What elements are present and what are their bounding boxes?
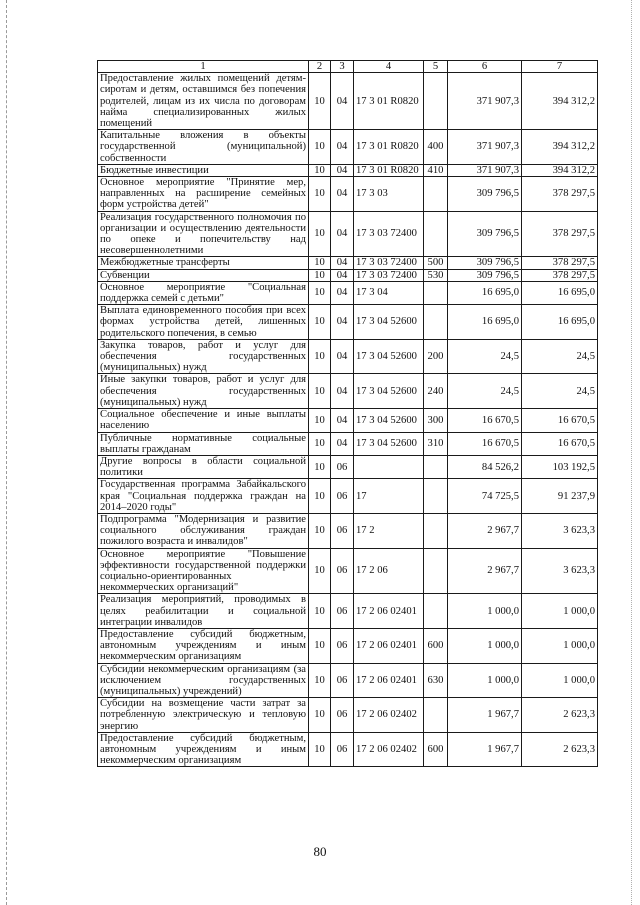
row-name-cell: Предоставление жилых помещений детям-сиротам и детям, оставшимся без попечения родителей, лицам из их числа по договорам найма специализированных жилых помещений xyxy=(98,73,309,130)
row-sum-year2-cell: 16 695,0 xyxy=(522,305,598,340)
row-sum-year2-cell: 394 312,2 xyxy=(522,130,598,165)
row-name-cell: Основное мероприятие "Повышение эффективности государственной поддержки социально-ориентированных некоммерческих организаций" xyxy=(98,548,309,594)
row-name-cell: Предоставление субсидий бюджетным, автономным учреждениям и иным некоммерческим организациям xyxy=(98,732,309,767)
row-sum-year1-cell: 16 695,0 xyxy=(448,305,522,340)
row-sum-year1-cell: 309 796,5 xyxy=(448,257,522,269)
table-row xyxy=(98,339,598,374)
row-name-cell: Межбюджетные трансферты xyxy=(98,257,309,269)
row-subsection-cell: 04 xyxy=(331,305,354,340)
table-row xyxy=(98,374,598,409)
row-subsection-cell: 06 xyxy=(331,455,354,478)
table-row xyxy=(98,164,598,176)
row-expense-type-cell: 410 xyxy=(424,164,448,176)
row-subsection-cell: 06 xyxy=(331,732,354,767)
row-sum-year2-cell: 16 670,5 xyxy=(522,409,598,432)
table-row xyxy=(98,698,598,733)
row-subsection-cell: 04 xyxy=(331,130,354,165)
table-row xyxy=(98,594,598,629)
table-row xyxy=(98,628,598,663)
row-target-code-cell: 17 3 03 72400 xyxy=(354,269,424,281)
row-sum-year2-cell: 2 623,3 xyxy=(522,698,598,733)
row-subsection-cell: 06 xyxy=(331,513,354,548)
row-sum-year1-cell: 309 796,5 xyxy=(448,211,522,257)
header-cell: 6 xyxy=(448,61,522,73)
row-sum-year1-cell: 371 907,3 xyxy=(448,73,522,130)
row-sum-year1-cell: 16 670,5 xyxy=(448,409,522,432)
row-sum-year2-cell: 378 297,5 xyxy=(522,177,598,212)
row-subsection-cell: 04 xyxy=(331,339,354,374)
row-name-cell: Субсидии некоммерческим организациям (за исключением государственных (муниципальных) учреждений) xyxy=(98,663,309,698)
table-row xyxy=(98,281,598,304)
row-expense-type-cell xyxy=(424,455,448,478)
row-subsection-cell: 04 xyxy=(331,269,354,281)
page-number: 80 xyxy=(313,844,327,859)
row-expense-type-cell: 310 xyxy=(424,432,448,455)
row-name-cell: Субвенции xyxy=(98,269,309,281)
row-subsection-cell: 06 xyxy=(331,628,354,663)
table-row xyxy=(98,73,598,130)
row-section-cell: 10 xyxy=(309,73,331,130)
row-sum-year1-cell: 24,5 xyxy=(448,339,522,374)
row-section-cell: 10 xyxy=(309,455,331,478)
row-section-cell: 10 xyxy=(309,432,331,455)
row-target-code-cell: 17 2 06 xyxy=(354,548,424,594)
row-section-cell: 10 xyxy=(309,130,331,165)
row-expense-type-cell xyxy=(424,513,448,548)
row-section-cell: 10 xyxy=(309,732,331,767)
row-subsection-cell: 04 xyxy=(331,211,354,257)
row-sum-year1-cell: 1 000,0 xyxy=(448,628,522,663)
table-row xyxy=(98,177,598,212)
row-section-cell: 10 xyxy=(309,698,331,733)
row-target-code-cell: 17 3 01 R0820 xyxy=(354,130,424,165)
row-name-cell: Социальное обеспечение и иные выплаты населению xyxy=(98,409,309,432)
table-row xyxy=(98,732,598,767)
row-sum-year2-cell: 394 312,2 xyxy=(522,164,598,176)
row-expense-type-cell: 530 xyxy=(424,269,448,281)
row-section-cell: 10 xyxy=(309,374,331,409)
row-target-code-cell: 17 3 03 72400 xyxy=(354,211,424,257)
row-sum-year2-cell: 1 000,0 xyxy=(522,663,598,698)
row-expense-type-cell: 400 xyxy=(424,130,448,165)
row-name-cell: Субсидии на возмещение части затрат за потребленную электрическую и тепловую энергию xyxy=(98,698,309,733)
row-subsection-cell: 06 xyxy=(331,594,354,629)
row-name-cell: Закупка товаров, работ и услуг для обеспечения государственных (муниципальных) нужд xyxy=(98,339,309,374)
page-edge-right xyxy=(631,0,632,905)
row-name-cell: Основное мероприятие "Принятие мер, направленных на расширение семейных форм устройства детей" xyxy=(98,177,309,212)
header-cell: 1 xyxy=(98,61,309,73)
header-cell: 5 xyxy=(424,61,448,73)
row-target-code-cell: 17 3 04 xyxy=(354,281,424,304)
row-section-cell: 10 xyxy=(309,257,331,269)
row-target-code-cell: 17 2 06 02401 xyxy=(354,594,424,629)
row-section-cell: 10 xyxy=(309,211,331,257)
row-sum-year1-cell: 309 796,5 xyxy=(448,177,522,212)
row-target-code-cell: 17 2 06 02402 xyxy=(354,732,424,767)
row-sum-year2-cell: 16 695,0 xyxy=(522,281,598,304)
table-row xyxy=(98,479,598,514)
row-name-cell: Выплата единовременного пособия при всех формах устройства детей, лишенных родительского попечения, в семью xyxy=(98,305,309,340)
table-row xyxy=(98,257,598,269)
row-expense-type-cell xyxy=(424,698,448,733)
row-target-code-cell: 17 2 06 02401 xyxy=(354,628,424,663)
table-row xyxy=(98,548,598,594)
row-subsection-cell: 06 xyxy=(331,698,354,733)
row-subsection-cell: 04 xyxy=(331,409,354,432)
row-expense-type-cell: 630 xyxy=(424,663,448,698)
row-sum-year2-cell: 1 000,0 xyxy=(522,594,598,629)
row-section-cell: 10 xyxy=(309,663,331,698)
row-section-cell: 10 xyxy=(309,513,331,548)
row-section-cell: 10 xyxy=(309,281,331,304)
row-target-code-cell: 17 3 01 R0820 xyxy=(354,73,424,130)
row-sum-year1-cell: 16 670,5 xyxy=(448,432,522,455)
row-subsection-cell: 04 xyxy=(331,73,354,130)
row-sum-year2-cell: 2 623,3 xyxy=(522,732,598,767)
row-section-cell: 10 xyxy=(309,164,331,176)
row-sum-year2-cell: 394 312,2 xyxy=(522,73,598,130)
table-row xyxy=(98,305,598,340)
row-expense-type-cell xyxy=(424,594,448,629)
row-sum-year1-cell: 1 000,0 xyxy=(448,594,522,629)
row-target-code-cell: 17 xyxy=(354,479,424,514)
row-expense-type-cell xyxy=(424,305,448,340)
row-expense-type-cell: 200 xyxy=(424,339,448,374)
row-sum-year2-cell: 3 623,3 xyxy=(522,548,598,594)
row-expense-type-cell xyxy=(424,548,448,594)
row-sum-year1-cell: 84 526,2 xyxy=(448,455,522,478)
row-subsection-cell: 06 xyxy=(331,479,354,514)
row-target-code-cell: 17 3 04 52600 xyxy=(354,339,424,374)
row-section-cell: 10 xyxy=(309,594,331,629)
row-target-code-cell: 17 2 06 02401 xyxy=(354,663,424,698)
header-cell: 2 xyxy=(309,61,331,73)
row-section-cell: 10 xyxy=(309,339,331,374)
row-sum-year1-cell: 371 907,3 xyxy=(448,164,522,176)
row-section-cell: 10 xyxy=(309,269,331,281)
table-body xyxy=(98,61,598,767)
row-target-code-cell: 17 3 04 52600 xyxy=(354,409,424,432)
row-subsection-cell: 04 xyxy=(331,281,354,304)
row-sum-year1-cell: 1 000,0 xyxy=(448,663,522,698)
row-name-cell: Реализация мероприятий, проводимых в целях реабилитации и социальной интеграции инвалидов xyxy=(98,594,309,629)
row-name-cell: Капитальные вложения в объекты государственной (муниципальной) собственности xyxy=(98,130,309,165)
row-sum-year2-cell: 24,5 xyxy=(522,374,598,409)
row-subsection-cell: 04 xyxy=(331,374,354,409)
row-target-code-cell: 17 3 03 72400 xyxy=(354,257,424,269)
row-sum-year2-cell: 16 670,5 xyxy=(522,432,598,455)
row-name-cell: Предоставление субсидий бюджетным, автономным учреждениям и иным некоммерческим организациям xyxy=(98,628,309,663)
row-section-cell: 10 xyxy=(309,409,331,432)
table-row xyxy=(98,130,598,165)
row-subsection-cell: 04 xyxy=(331,257,354,269)
row-sum-year1-cell: 24,5 xyxy=(448,374,522,409)
row-expense-type-cell: 500 xyxy=(424,257,448,269)
row-sum-year2-cell: 3 623,3 xyxy=(522,513,598,548)
table-header-row xyxy=(98,61,598,73)
row-sum-year2-cell: 378 297,5 xyxy=(522,257,598,269)
row-sum-year1-cell: 309 796,5 xyxy=(448,269,522,281)
page-edge-left xyxy=(6,0,7,905)
row-subsection-cell: 04 xyxy=(331,164,354,176)
row-sum-year1-cell: 16 695,0 xyxy=(448,281,522,304)
row-sum-year1-cell: 371 907,3 xyxy=(448,130,522,165)
header-cell: 4 xyxy=(354,61,424,73)
row-target-code-cell: 17 2 06 02402 xyxy=(354,698,424,733)
header-cell: 3 xyxy=(331,61,354,73)
row-sum-year2-cell: 378 297,5 xyxy=(522,269,598,281)
table-row xyxy=(98,269,598,281)
row-section-cell: 10 xyxy=(309,548,331,594)
row-expense-type-cell xyxy=(424,281,448,304)
row-sum-year2-cell: 1 000,0 xyxy=(522,628,598,663)
row-target-code-cell: 17 3 04 52600 xyxy=(354,432,424,455)
row-section-cell: 10 xyxy=(309,479,331,514)
header-cell: 7 xyxy=(522,61,598,73)
row-sum-year2-cell: 24,5 xyxy=(522,339,598,374)
row-sum-year1-cell: 2 967,7 xyxy=(448,513,522,548)
row-target-code-cell: 17 3 04 52600 xyxy=(354,374,424,409)
row-sum-year1-cell: 74 725,5 xyxy=(448,479,522,514)
row-target-code-cell xyxy=(354,455,424,478)
table-row xyxy=(98,211,598,257)
row-target-code-cell: 17 2 xyxy=(354,513,424,548)
table-row xyxy=(98,409,598,432)
table-row xyxy=(98,432,598,455)
row-sum-year2-cell: 91 237,9 xyxy=(522,479,598,514)
row-name-cell: Государственная программа Забайкальского края "Социальная поддержка граждан на 2014–2020 годы" xyxy=(98,479,309,514)
row-sum-year1-cell: 2 967,7 xyxy=(448,548,522,594)
row-target-code-cell: 17 3 03 xyxy=(354,177,424,212)
row-sum-year1-cell: 1 967,7 xyxy=(448,732,522,767)
row-name-cell: Реализация государственного полномочия по организации и осуществлению деятельности по опеке и попечительству над несовершеннолетними xyxy=(98,211,309,257)
row-subsection-cell: 04 xyxy=(331,432,354,455)
row-section-cell: 10 xyxy=(309,628,331,663)
row-name-cell: Бюджетные инвестиции xyxy=(98,164,309,176)
row-subsection-cell: 04 xyxy=(331,177,354,212)
row-name-cell: Иные закупки товаров, работ и услуг для обеспечения государственных (муниципальных) нужд xyxy=(98,374,309,409)
row-name-cell: Публичные нормативные социальные выплаты гражданам xyxy=(98,432,309,455)
row-sum-year2-cell: 103 192,5 xyxy=(522,455,598,478)
row-expense-type-cell: 240 xyxy=(424,374,448,409)
budget-table xyxy=(97,60,598,767)
table-row xyxy=(98,455,598,478)
row-subsection-cell: 06 xyxy=(331,663,354,698)
row-section-cell: 10 xyxy=(309,305,331,340)
row-target-code-cell: 17 3 04 52600 xyxy=(354,305,424,340)
row-expense-type-cell xyxy=(424,177,448,212)
row-sum-year1-cell: 1 967,7 xyxy=(448,698,522,733)
row-section-cell: 10 xyxy=(309,177,331,212)
row-expense-type-cell xyxy=(424,211,448,257)
row-subsection-cell: 06 xyxy=(331,548,354,594)
table-row xyxy=(98,513,598,548)
row-name-cell: Другие вопросы в области социальной политики xyxy=(98,455,309,478)
table-row xyxy=(98,663,598,698)
row-expense-type-cell: 300 xyxy=(424,409,448,432)
row-expense-type-cell: 600 xyxy=(424,628,448,663)
row-name-cell: Подпрограмма "Модернизация и развитие социального обслуживания граждан пожилого возраста и инвалидов" xyxy=(98,513,309,548)
row-expense-type-cell xyxy=(424,479,448,514)
row-target-code-cell: 17 3 01 R0820 xyxy=(354,164,424,176)
row-expense-type-cell xyxy=(424,73,448,130)
row-name-cell: Основное мероприятие "Социальная поддержка семей с детьми" xyxy=(98,281,309,304)
row-sum-year2-cell: 378 297,5 xyxy=(522,211,598,257)
row-expense-type-cell: 600 xyxy=(424,732,448,767)
